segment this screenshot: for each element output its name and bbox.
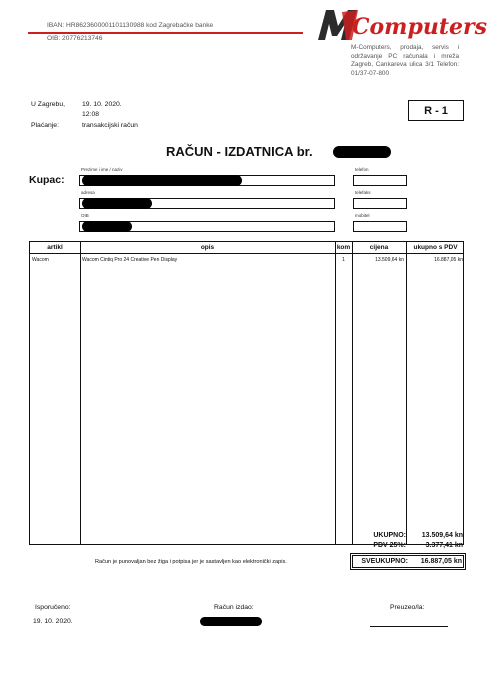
row-kom: 1 [342, 257, 345, 263]
invoice-time: 12:08 [82, 111, 100, 118]
sveukupno-label: SVEUKUPNO: [361, 558, 408, 565]
fax-field [353, 198, 407, 209]
issued-label: Račun izdao: [214, 604, 254, 611]
ukupno-value: 13.509,64 kn [421, 532, 463, 539]
iban-text: IBAN: HR8623600001101130988 kod Zagrebačke banke [47, 22, 214, 29]
row-opis: Wacom Cintiq Pro 24 Creative Pen Display [82, 257, 178, 263]
company-logo [312, 6, 487, 42]
svg-text:Computers: Computers [352, 14, 487, 40]
issuer-redacted [200, 617, 262, 626]
address-field-label: adresa [81, 190, 95, 195]
col-cijena: cijena [369, 244, 389, 251]
invoice-date: 19. 10. 2020. [82, 101, 122, 108]
mobile-field-label: mobitel [355, 213, 370, 218]
sveukupno-value: 16.887,05 kn [420, 558, 462, 565]
phone-field [353, 175, 407, 186]
oib-field-label: OIB [81, 213, 89, 218]
col-artikl: artikl [47, 244, 63, 251]
pdv-value: 3.377,41 kn [425, 542, 463, 549]
company-oib: OIB: 20776213746 [47, 35, 103, 42]
legal-note: Račun je punovaljan bez žiga i potpisa jer je sastavljen kao elektronički zapis. [95, 559, 287, 565]
signature-line [370, 626, 448, 627]
row-cijena: 13.509,64 kn [375, 257, 404, 263]
payment-value: transakcijski račun [82, 122, 138, 129]
row-artikl: Wacom [32, 257, 49, 263]
col-ukupno: ukupno s PDV [413, 244, 458, 251]
payment-label: Plaćanje: [31, 122, 59, 129]
invoice-number-redacted [333, 146, 391, 158]
name-redacted [82, 175, 242, 186]
header-divider [28, 32, 303, 34]
company-info: M-Computers, prodaja, servis i održavanje PC računala i mreža Zagreb, Cankareva ulica 3/1 Telefon: 01/37-07-800 [351, 44, 459, 77]
name-field-label: Prezime i ime / naziv [81, 167, 123, 172]
col-kom: kom [336, 244, 351, 251]
delivered-date: 19. 10. 2020. [33, 618, 73, 625]
pdv-label: PDV 25%: [373, 542, 406, 549]
ukupno-label: UKUPNO: [373, 532, 406, 539]
document-title: RAČUN - IZDATNICA br. [166, 144, 313, 159]
received-label: Preuzeo/la: [390, 604, 425, 611]
phone-field-label: telefon [355, 167, 369, 172]
fax-field-label: telefaks [355, 190, 371, 195]
buyer-label: Kupac: [29, 174, 65, 186]
address-redacted [82, 198, 152, 209]
col-opis: opis [200, 244, 215, 251]
items-table [29, 241, 464, 545]
place-label: U Zagrebu, [31, 101, 66, 108]
row-ukupno: 16.887,05 kn [434, 257, 463, 263]
oib-redacted [82, 221, 132, 232]
mobile-field [353, 221, 407, 232]
invoice-code: R - 1 [408, 100, 464, 121]
delivered-label: Isporučeno: [35, 604, 71, 611]
